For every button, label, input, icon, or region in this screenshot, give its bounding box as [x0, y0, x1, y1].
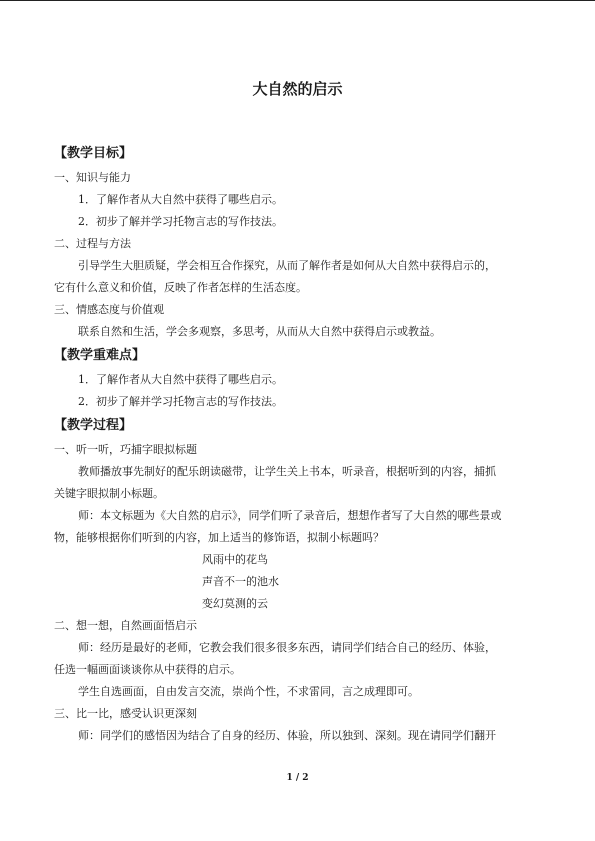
list-item: 1．了解作者从大自然中获得了哪些启示。: [78, 193, 283, 206]
paragraph: 师：同学们的感悟因为结合了自身的经历、体验，所以独到、深刻。现在请同学们翻开: [78, 729, 496, 742]
paragraph-continued: 物，能够根据你们听到的内容，加上适当的修饰语，拟制小标题吗？: [54, 531, 384, 544]
list-item: 2．初步了解并学习托物言志的写作技法。: [78, 395, 283, 408]
subtitle-item: 变幻莫测的云: [202, 597, 268, 610]
paragraph: 教师播放事先制好的配乐朗读磁带，让学生关上书本，听录音，根据听到的内容，捕抓: [78, 465, 496, 478]
paragraph: 引导学生大胆质疑，学会相互合作探究，从而了解作者是如何从大自然中获得启示的，: [78, 259, 496, 272]
list-item: 2．初步了解并学习托物言志的写作技法。: [78, 215, 283, 228]
paragraph-continued: 关键字眼拟制小标题。: [54, 487, 164, 500]
document-body: [54, 141, 544, 747]
subheading-process: 二、过程与方法: [54, 237, 131, 250]
paragraph: 师：本文标题为《大自然的启示》，同学们听了录音后，想想作者写了大自然的哪些景或: [78, 509, 502, 522]
header-rule: [0, 0, 595, 1]
paragraph: 联系自然和生活，学会多观察，多思考，从而从大自然中获得启示或教益。: [78, 325, 441, 338]
page-title: 大自然的启示: [252, 80, 343, 98]
paragraph: 师：经历是最好的老师，它教会我们很多很多东西，请同学们结合自己的经历、体验，: [78, 641, 496, 654]
step-heading-2: 二、想一想，自然画面悟启示: [54, 619, 197, 632]
section-heading-goals: 【教学目标】: [54, 146, 133, 161]
paragraph-continued: 它有什么意义和价值，反映了作者怎样的生活态度。: [54, 281, 307, 294]
section-heading-keypoints: 【教学重难点】: [54, 348, 146, 363]
subtitle-item: 风雨中的花鸟: [202, 553, 268, 566]
section-heading-process: 【教学过程】: [54, 418, 133, 433]
paragraph: 学生自选画面，自由发言交流，崇尚个性，不求雷同，言之成理即可。: [78, 685, 419, 698]
subheading-knowledge: 一、知识与能力: [54, 171, 131, 184]
step-heading-3: 三、比一比，感受认识更深刻: [54, 707, 197, 720]
page-number: 1 / 2: [286, 773, 309, 783]
subheading-values: 三、情感态度与价值观: [54, 303, 164, 316]
step-heading-1: 一、听一听，巧捕字眼拟标题: [54, 443, 197, 456]
paragraph-continued: 任选一幅画面谈谈你从中获得的启示。: [54, 663, 241, 676]
subtitle-item: 声音不一的池水: [202, 575, 279, 588]
list-item: 1．了解作者从大自然中获得了哪些启示。: [78, 373, 283, 386]
